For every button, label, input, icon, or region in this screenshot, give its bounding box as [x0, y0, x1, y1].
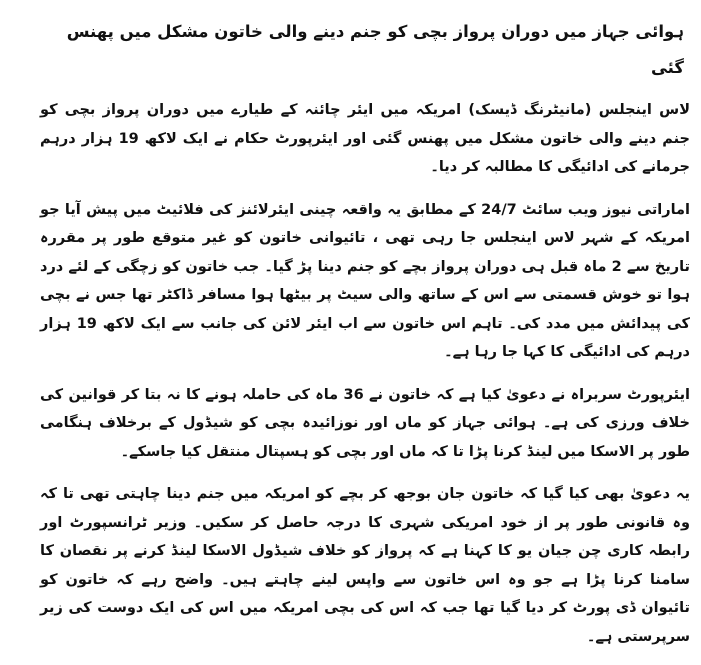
- article-paragraph-2: اماراتی نیوز ویب سائٹ 24/7 کے مطابق یہ واقعہ چینی ایئرلائنز کی فلائیٹ میں پیش آیا جو امریکہ کے شہر لاس اینجلس جا رہی تھی ، تائیوانی خاتون کو غیر متوقع طور پر مقررہ تاریخ سے 2 ماہ قبل ہی دوران پرواز بچے کو جنم دینا پڑ گیا۔ جب خاتون کو زچگی کے لئے درد ہوا تو خوش قسمتی سے اس کے ساتھ والی سیٹ پر بیٹھا ہوا مسافر ڈاکٹر تھا جس نے بچی کی پیدائش میں مدد کی۔ تاہم اس خاتون سے اب ایئر لائن کی جانب سے ایک لاکھ 19 ہزار درہم کی ادائیگی کا کہا جا رہا ہے۔: [40, 201, 690, 360]
- article-headline: ہوائی جہاز میں دوران پرواز بچی کو جنم دینے والی خاتون مشکل میں پھنس گئی: [66, 22, 684, 77]
- news-article: [40, 14, 690, 665]
- article-paragraph-4: یہ دعویٰ بھی کیا گیا کہ خاتون جان بوجھ کر بچے کو امریکہ میں جنم دینا چاہتی تھی تا کہ وہ قانونی طور پر از خود امریکی شہری کا درجہ حاصل کر سکیں۔ وزیر ٹرانسپورٹ اور رابطہ کاری چن جیان یو کا کہنا ہے کہ پرواز کو خلاف شیڈول الاسکا لینڈ کرنے پر نقصان کا سامنا کرنا پڑا ہے جو وہ اس خاتون سے واپس لینے چاہتے ہیں۔ واضح رہے کہ خاتون کو تائیوان ڈی پورٹ کر دیا گیا تھا جب کہ اس کی بچی امریکہ میں اس کی ایک دوست کی زیر سرپرستی ہے۔: [40, 486, 690, 645]
- article-paragraph-3: ایئرپورٹ سربراہ نے دعویٰ کیا ہے کہ خاتون نے 36 ماہ کی حاملہ ہونے کا نہ بتا کر قوانین کی خلاف ورزی کی ہے۔ ہوائی جہاز کو ماں اور نوزائیدہ بچی کو شیڈول کے برخلاف ہنگامی طور پر الاسکا میں لینڈ کرنا پڑا تا کہ ماں اور بچی کو ہسپتال منتقل کیا جاسکے۔: [40, 386, 690, 460]
- article-paragraph-1: لاس اینجلس (مانیٹرنگ ڈیسک) امریکہ میں ایئر چائنہ کے طیارے میں دوران پرواز بچی کو جنم دینے والی خاتون مشکل میں پھنس گئی اور ایئرپورٹ حکام نے ایک لاکھ 19 ہزار درہم جرمانے کی ادائیگی کا مطالبہ کر دیا۔: [40, 102, 690, 175]
